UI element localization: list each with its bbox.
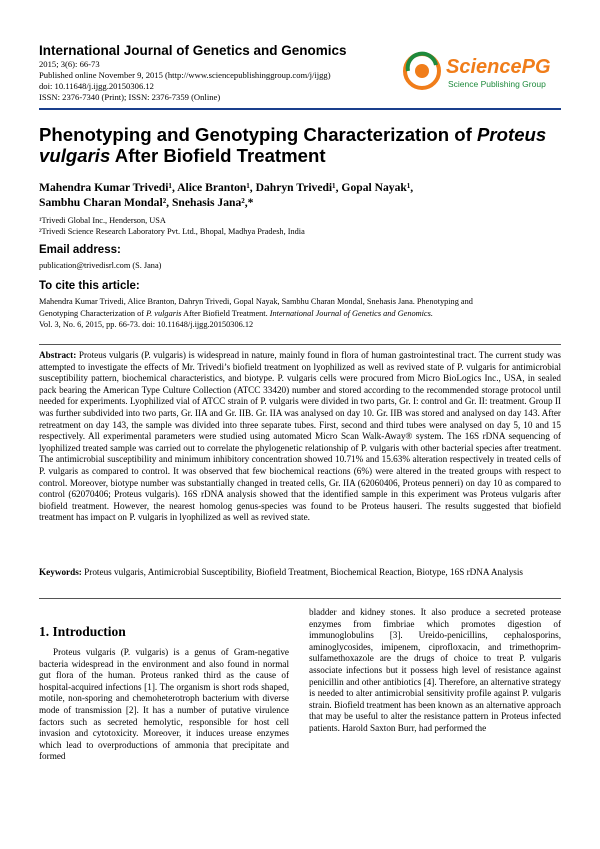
journal-title: International Journal of Genetics and Genomics	[39, 43, 347, 58]
keywords-label: Keywords:	[39, 567, 82, 577]
journal-published: Published online November 9, 2015 (http://www.sciencepublishinggroup.com/j/ijgg)	[39, 70, 331, 80]
email-heading: Email address:	[39, 244, 121, 256]
logo-subtitle: Science Publishing Group	[448, 79, 546, 89]
authors-line-2: Sambhu Charan Mondal², Snehasis Jana²,*	[39, 196, 254, 209]
paper-title: Phenotyping and Genotyping Characterization of Proteus vulgaris After Biofield Treatment	[39, 124, 547, 166]
keywords	[39, 567, 561, 579]
journal-meta	[39, 59, 331, 103]
abstract-divider	[39, 344, 561, 345]
introduction-heading: 1. Introduction	[39, 624, 126, 639]
affiliations	[39, 215, 559, 237]
abstract-text: Proteus vulgaris (P. vulgaris) is widespread in nature, mainly found in flora of human gastrointestinal tract. The current study was attempted to investigate the effects of Mr. Trivedi’s biofield treatment on lyophilized as well as revived state of P. vulgaris for antimicrobial susceptibility pattern, biochemical characteristics, and biotype. P. vulgaris cells were procured from Micro BioLogics Inc., USA, in sealed pack bearing the American Type Culture Collection (ATCC 33420) number and stored according to the recommended storage protocol until needed for experiments. Lyophilized vial of ATCC strain of P. vulgaris were divided in two parts, Gr. I: control and Gr. II: treatment. Group II was further subdivided into two parts, Gr. IIA and Gr. IIB. Gr. IIA was analysed on day 10. Gr. IIB was stored and analysed on day 143. After retreatment on day 143, the sample was divided into three separate tubes. First, second and third tubes were analysed on day 5, 10 and 15 respectively. All experimental parameters were studied using automated Micro Scan Walk-Away® system. The 16S rDNA sequencing of lyophilized treated sample was carried out to correlate the phylogenetic relationship of P. vulgaris with other bacterial species after treatment. The antimicrobial susceptibility and minimum inhibitory concentration showed 10.71% and 15.63% alteration respectively in treated cells of P. vulgaris as compared to control. It was observed that few biochemical reactions (6%) were altered in the treated groups with respect to control. Moreover, biotype number was substantially changed in treated cells, Gr. IIA (62060406, Proteus penneri) on day 10 as compared to control (62070406; Proteus vulgaris). 16S rDNA analysis showed that the identified sample in this experiment was Proteus vulgaris after biofield treatment. However, the nearest homolog genus-species was found to be Proteus hauseri. The results suggested that biofield treatment has impact on P. vulgaris in lyophilized as well as revived state.	[39, 350, 562, 523]
intro-right-column: bladder and kidney stones. It also produce a secreted protease enzymes from fimbriae which promotes digestion of immunoglobulins [3]. Ureido-penicillins, cephalosporins, aminoglycosides, imipenem, ciprofloxacin, and trimethoprim-sulfamethoxazole are the drugs of choice to treat P. vulgaris associate infections but it possess high level of resistance against penicillin and other antibiotics [4]. Therefore, an alternative strategy is needed to alter antimicrobial sensitivity profile against P. vulgaris strain. Biofield treatment has been known as an alternative approach that may be useful to alter the resistance pattern in Proteus infected patients. Harold Saxton Burr, had performed the	[309, 607, 561, 733]
abstract	[39, 350, 561, 524]
journal-volume: 2015; 3(6): 66-73	[39, 59, 100, 69]
authors-line-1: Mahendra Kumar Trivedi¹, Alice Branton¹, Dahryn Trivedi¹, Gopal Nayak¹,	[39, 181, 414, 194]
journal-doi: doi: 10.11648/j.ijgg.20150306.12	[39, 81, 154, 91]
citation-text: Mahendra Kumar Trivedi, Alice Branton, Dahryn Trivedi, Gopal Nayak, Sambhu Charan Mondal, Snehasis Jana. Phenotyping and Genotyping Characterization of P. vulgaris After Biofield Treatment. International Journal of Genetics and Genomics. Vol. 3, No. 6, 2015, pp. 66-73. doi: 10.11648/j.ijgg.20150306.12	[39, 297, 473, 329]
author-list	[39, 180, 539, 210]
header-divider	[39, 108, 561, 110]
affiliation-1: ¹Trivedi Global Inc., Henderson, USA	[39, 216, 166, 225]
cite-heading: To cite this article:	[39, 280, 140, 292]
intro-left-column: Proteus vulgaris (P. vulgaris) is a genus of Gram-negative bacteria widespread in the environment and also found in normal gut flora of the human. Proteus ranked third as the cause of hospital-acquired infections [1]. The organism is short rods shaped, motile, non-sporing and chemoheterotroph bacterium with diverse mode of transmission [2]. It has a number of putative virulence factors such as secreted hemolytic, responsible for host cell invasion and cytotoxicity. Moreover, it induces urease enzymes which lead to overproductions of ammonia that precipitate and formed	[39, 647, 289, 762]
logo-text: SciencePG	[446, 56, 551, 78]
sciencepg-logo	[400, 45, 560, 100]
keywords-text: Proteus vulgaris, Antimicrobial Susceptibility, Biofield Treatment, Biochemical Reaction, Biotype, 16S rDNA Analysis	[84, 567, 524, 577]
keywords-divider	[39, 598, 561, 599]
affiliation-2: ²Trivedi Science Research Laboratory Pvt. Ltd., Bhopal, Madhya Pradesh, India	[39, 227, 305, 236]
journal-issn: ISSN: 2376-7340 (Print); ISSN: 2376-7359 (Online)	[39, 92, 221, 102]
email-value: publication@trivedisrl.com (S. Jana)	[39, 261, 162, 270]
abstract-label: Abstract:	[39, 350, 77, 360]
